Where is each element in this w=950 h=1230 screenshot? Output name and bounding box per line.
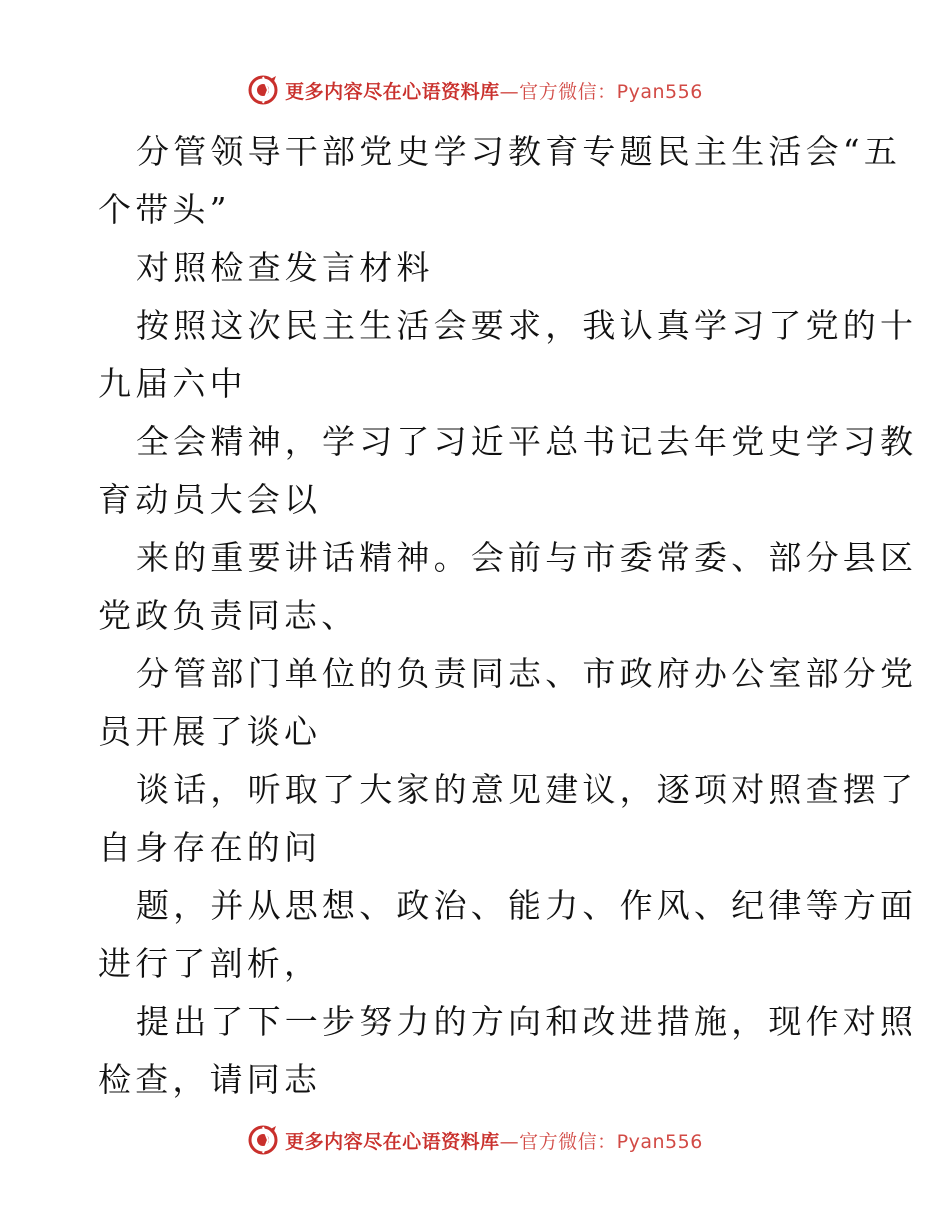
watermark-text [285,77,703,104]
paragraph-line: 分管部门单位的负责同志、市政府办公室部分党 [136,654,918,693]
watermark-text [285,1127,703,1154]
header-watermark [0,72,950,108]
watermark-brand: 更多内容尽在心语资料库 [285,1130,500,1153]
title-line-1: 分管领导干部党史学习教育专题民主生活会“五 [136,132,902,171]
title-line-2: 个带头” [98,190,231,229]
brand-logo-icon [247,1124,279,1156]
subtitle-line: 对照检查发言材料 [136,248,434,287]
watermark-contact: —官方微信：Pyan556 [499,80,703,103]
paragraph-line: 全会精神，学习了习近平总书记去年党史学习教 [136,422,918,461]
paragraph-line: 九届六中 [98,364,247,403]
paragraph-line: 育动员大会以 [98,480,322,519]
paragraph-line: 题，并从思想、政治、能力、作风、纪律等方面 [136,886,918,925]
paragraph-line: 检查，请同志 [98,1060,322,1099]
paragraph-line: 按照这次民主生活会要求，我认真学习了党的十 [136,306,918,345]
paragraph-line: 进行了剖析， [98,944,322,983]
watermark-contact: —官方微信：Pyan556 [499,1130,703,1153]
footer-watermark [0,1122,950,1158]
document-body [98,123,918,1109]
paragraph-line: 谈话，听取了大家的意见建议，逐项对照查摆了 [136,770,918,809]
paragraph-line: 来的重要讲话精神。会前与市委常委、部分县区 [136,538,918,577]
watermark-brand: 更多内容尽在心语资料库 [285,80,500,103]
paragraph-line: 提出了下一步努力的方向和改进措施，现作对照 [136,1002,918,1041]
paragraph-line: 员开展了谈心 [98,712,322,751]
paragraph-line: 党政负责同志、 [98,596,359,635]
paragraph-line: 自身存在的问 [98,828,322,867]
brand-logo-icon [247,74,279,106]
